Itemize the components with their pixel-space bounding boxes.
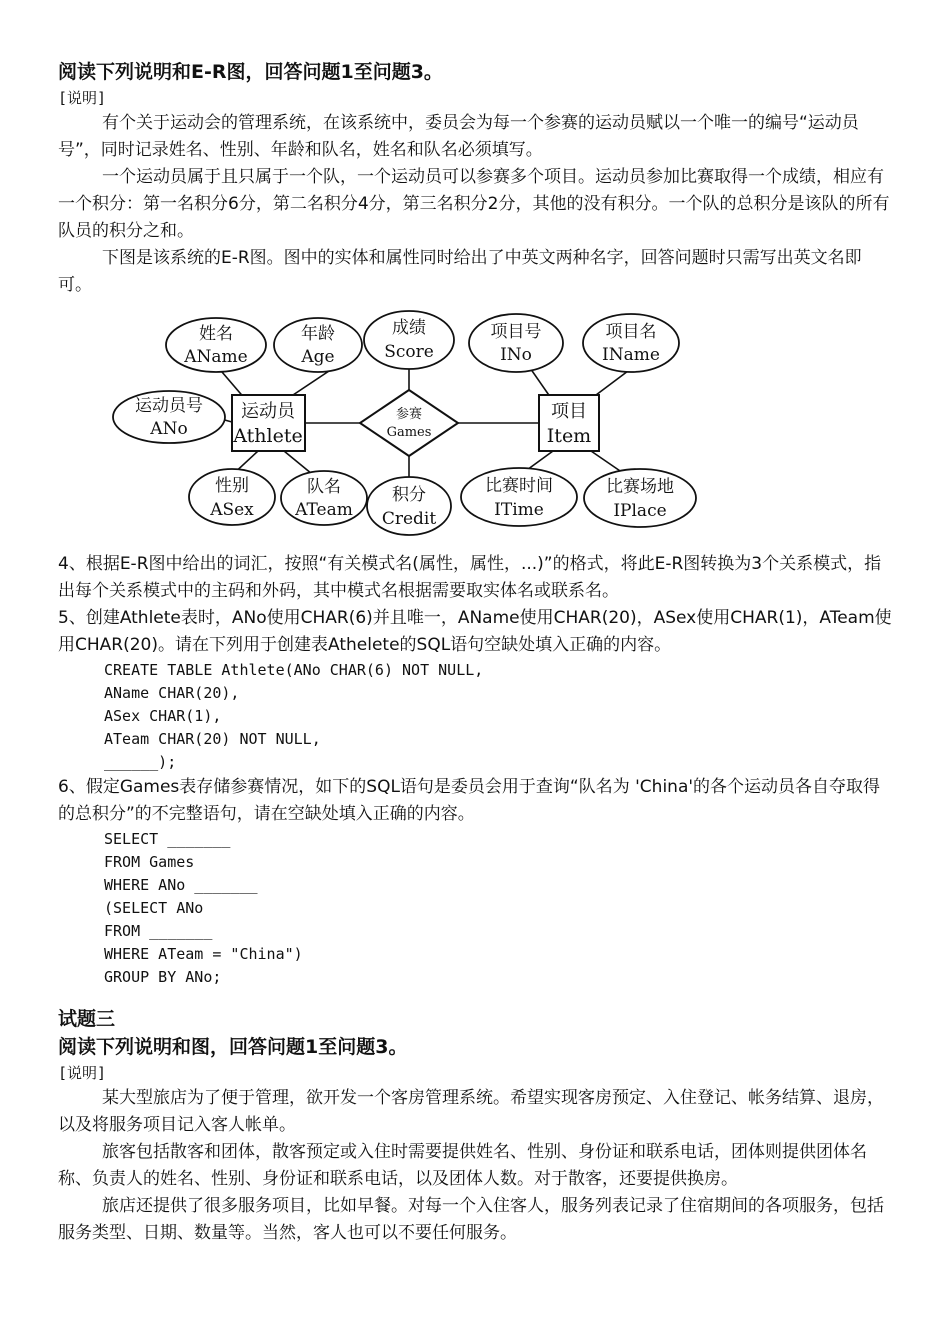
attr-label-en: ASex [210,500,254,520]
attr-label-en: ANo [150,419,188,439]
section2-paragraph: 某大型旅店为了便于管理，欲开发一个客房管理系统。希望实现客房预定、入住登记、帐务结算、退房，以及将服务项目记入客人帐单。 [58,1088,884,1135]
attr-label-en: AName [184,347,248,367]
question-5: 5、创建Athlete表时，ANo使用CHAR(6)并且唯一，AName使用CHAR(20)，ASex使用CHAR(1)，ATeam使用CHAR(20)。请在下列用于创建表Athelete的SQL语句空缺处填入正确的内容。 [58,608,892,655]
document-page [58,58,894,1247]
attr-label-cn: 比赛时间 [485,476,553,496]
code-line: ASex CHAR(1), [104,707,222,725]
code-line: GROUP BY ANo; [104,968,222,986]
er-diagram-svg [108,305,708,541]
attr-label-cn: 项目号 [490,322,542,342]
code-line: WHERE ATeam = "China") [104,945,303,963]
section2-heading: 试题三 [58,1008,116,1030]
attr-label-en: IName [602,345,660,365]
attr-label-cn: 成绩 [392,318,426,338]
attr-label-cn: 运动员号 [135,396,203,416]
section2-title: 阅读下列说明和图，回答问题1至问题3。 [58,1036,408,1058]
attr-label-cn: 积分 [392,485,426,505]
question-4: 4、根据E-R图中给出的词汇，按照“有关模式名(属性，属性，...)”的格式，将此E-R图转换为3个关系模式，指出每个关系模式中的主码和外码，其中模式名根据需要取实体名或联系名。 [58,554,882,601]
attr-label-en: IPlace [613,501,667,521]
section1-title: 阅读下列说明和E-R图，回答问题1至问题3。 [58,61,443,83]
attr-label-en: ITime [494,500,544,520]
code-line: AName CHAR(20), [104,684,240,702]
attr-label-en: Score [384,342,434,362]
section2-paragraph: 旅客包括散客和团体，散客预定或入住时需要提供姓名、性别、身份证和联系电话，团体则提供团体名称、负责人的姓名、性别、身份证和联系电话，以及团体人数。对于散客，还要提供换房。 [58,1142,867,1189]
attr-label-cn: 性别 [215,476,249,496]
entity-item-label-cn: 项目 [551,401,587,422]
code-line: SELECT _______ [104,830,231,848]
attr-label-cn: 比赛场地 [606,477,674,497]
entity-athlete-label-en: Athlete [233,425,303,447]
code-line: FROM Games [104,853,195,871]
attr-label-en: ATeam [295,500,353,520]
code-line: FROM _______ [104,922,213,940]
code-line: ______); [104,753,177,771]
code-line: CREATE TABLE Athlete(ANo CHAR(6) NOT NULL, [104,661,484,679]
relationship-games-diamond [360,390,458,456]
er-diagram [58,305,894,543]
section1-paragraph: 下图是该系统的E-R图。图中的实体和属性同时给出了中英文两种名字，回答问题时只需写出英文名即可。 [58,248,862,295]
attr-label-en: INo [500,345,532,365]
entity-item-label-en: Item [546,425,592,447]
code-line: ATeam CHAR(20) NOT NULL, [104,730,321,748]
code-line: WHERE ANo _______ [104,876,258,894]
attr-label-cn: 项目名 [605,322,657,342]
section1-paragraph: 有个关于运动会的管理系统，在该系统中，委员会为每一个参赛的运动员赋以一个唯一的编号“运动员号”，同时记录姓名、性别、年龄和队名，姓名和队名必须填写。 [58,113,859,160]
section2-note-label: [说明] [58,1064,107,1082]
attr-label-cn: 姓名 [199,324,233,344]
attr-label-cn: 年龄 [301,324,335,344]
attr-label-en: Credit [381,509,437,529]
section-spacer [58,989,894,1005]
code-line: (SELECT ANo [104,899,204,917]
attr-label-cn: 队名 [307,477,341,497]
entity-athlete-label-cn: 运动员 [241,401,295,422]
question-6: 6、假定Games表存储参赛情况，如下的SQL语句是委员会用于查询“队名为 'China'的各个运动员各自夺取得的总积分”的不完整语句，请在空缺处填入正确的内容。 [58,777,881,824]
section1-note-label: [说明] [58,89,107,107]
section1-paragraph: 一个运动员属于且只属于一个队，一个运动员可以参赛多个项目。运动员参加比赛取得一个成绩，相应有一个积分：第一名积分6分，第二名积分4分，第三名积分2分，其他的没有积分。一个队的总积分是该队的所有队员的积分之和。 [58,167,890,241]
relationship-games-label-cn: 参赛 [395,407,423,422]
attr-label-en: Age [301,347,335,367]
section2-paragraph: 旅店还提供了很多服务项目，比如早餐。对每一个入住客人，服务列表记录了住宿期间的各项服务，包括服务类型、日期、数量等。当然，客人也可以不要任何服务。 [58,1196,884,1243]
relationship-games-label-en: Games [386,425,432,440]
